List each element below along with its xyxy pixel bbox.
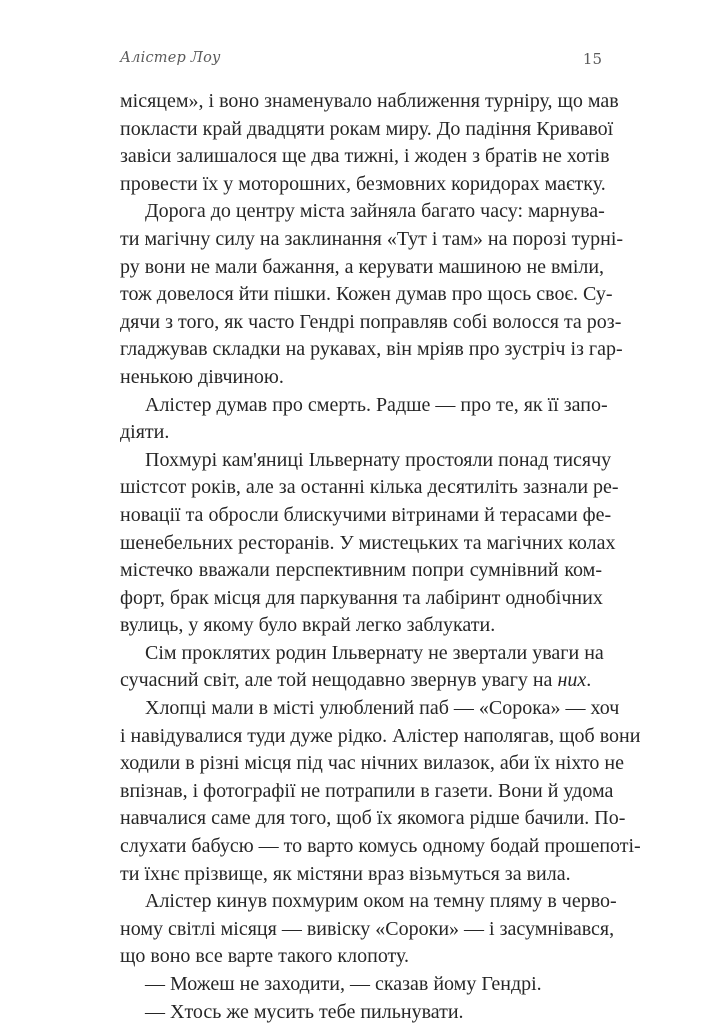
text-line: ному світлі місяця — вивіску «Сороки» — і засумнівався, xyxy=(120,917,615,940)
text-line: Дорога до центру міста зайняла багато часу: марнува- xyxy=(145,200,605,223)
text-line: тож довелося йти пішки. Кожен думав про щось своє. Су- xyxy=(120,283,613,306)
body-text xyxy=(120,88,641,1026)
text-line: гладжував складки на рукавах, він мріяв про зустріч із гар- xyxy=(120,338,623,361)
text-line: і навідувалися туди дуже рідко. Алістер наполягав, щоб вони xyxy=(120,724,641,747)
text-line: провести їх у моторошних, безмовних коридорах маєтку. xyxy=(120,172,606,195)
text-line: ру вони не мали бажання, а керувати машиною не вміли, xyxy=(120,255,605,278)
text-line: навчалися саме для того, щоб їх якомога рідше бачили. По- xyxy=(120,807,626,830)
text-line: впізнав, і фотографії не потрапили в газети. Вони й удома xyxy=(120,779,614,802)
text-line: ненькою дівчиною. xyxy=(120,365,284,388)
text-line: завіси залишалося ще два тижні, і жоден з братів не хотів xyxy=(120,145,610,168)
text-line: містечко вважали перспективним попри сумнівний ком- xyxy=(120,559,602,582)
text-line: місяцем», і воно знаменувало наближення турніру, що мав xyxy=(120,90,619,112)
text-line: покласти край двадцяти рокам миру. До падіння Кривавої xyxy=(120,117,614,140)
text-line: шенебельних ресторанів. У мистецьких та магічних колах xyxy=(120,531,616,554)
text-line: ти магічну силу на заклинання «Тут і там» на порозі турні- xyxy=(120,227,624,250)
text-line: що воно все варте такого клопоту. xyxy=(120,945,410,968)
text-line: слухати бабусю — то варто комусь одному бодай прошепоті- xyxy=(120,835,641,858)
text-line: — Хтось же мусить тебе пильнувати. xyxy=(145,1000,464,1023)
text-line: Алістер думав про смерть. Радше — про те, як її запо- xyxy=(145,393,608,416)
text-line: діяти. xyxy=(120,421,170,444)
text-line: Похмурі кам'яниці Ільвернату простояли понад тисячу xyxy=(145,448,612,471)
text-line: Сім проклятих родин Ільвернату не звертали уваги на xyxy=(145,641,604,664)
text-line: вулиць, у якому було вкрай легко заблукати. xyxy=(120,614,496,637)
emphasis: них xyxy=(557,669,587,692)
text-line: сучасний світ, але той нещодавно звернув увагу на них. xyxy=(120,669,592,692)
running-head-author: Алістер Лоу xyxy=(120,50,221,66)
text-line: шістсот років, але за останні кілька десятиліть зазнали ре- xyxy=(120,476,619,499)
text-line: новації та обросли блискучими вітринами й терасами фе- xyxy=(120,503,612,526)
text-line: дячи з того, як часто Гендрі поправляв собі волосся та роз- xyxy=(120,310,622,333)
text-line: ти їхнє прізвище, як містяни враз візьмуться за вила. xyxy=(120,862,571,885)
text-line: — Можеш не заходити, — сказав йому Гендрі. xyxy=(145,973,542,995)
running-header xyxy=(120,50,602,74)
text-line: Алістер кинув похмурим оком на темну пляму в черво- xyxy=(145,890,617,913)
text-line: ходили в різні місця під час нічних вилазок, аби їх ніхто не xyxy=(120,752,624,775)
text-line: Хлопці мали в місті улюблений паб — «Сорока» — хоч xyxy=(145,697,620,720)
text-line: форт, брак місця для паркування та лабіринт однобічних xyxy=(120,586,603,609)
page-number: 15 xyxy=(582,50,602,68)
